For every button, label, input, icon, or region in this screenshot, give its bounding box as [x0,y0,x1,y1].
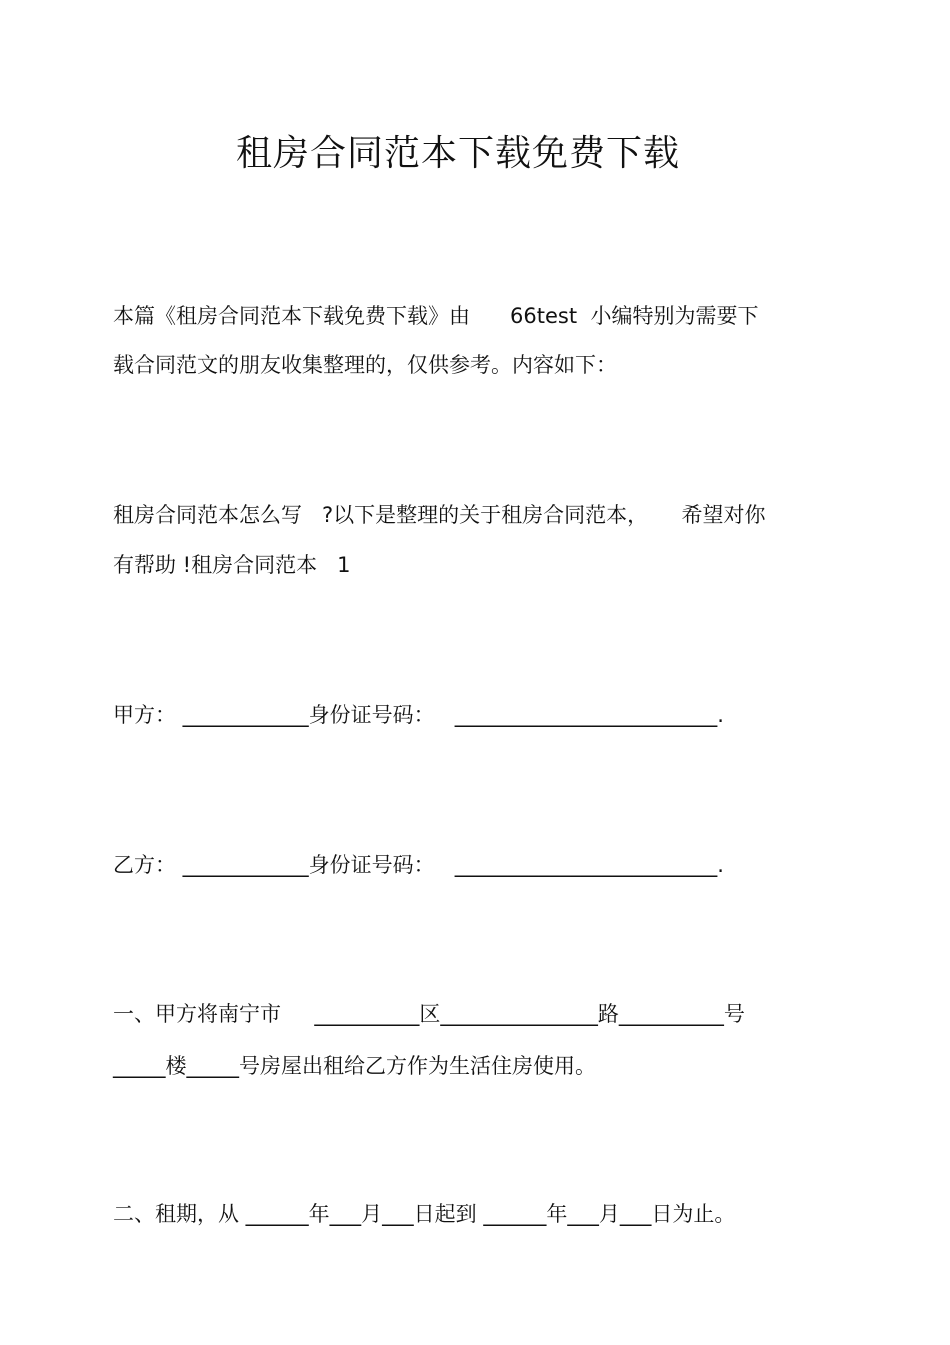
clause-one-line-2: _____楼_____号房屋出租给乙方作为生活住房使用。 [113,1054,596,1078]
paragraph-line-1: 租房合同范本怎么写 ?以下是整理的关于租房合同范本， 希望对你 [113,503,766,527]
party-b-line: 乙方： ____________身份证号码： _________________________. [113,853,724,877]
paragraph-line-2: 有帮助 !租房合同范本 1 [113,553,351,577]
clause-one-line-1: 一、甲方将南宁市 __________区_______________路__________号 [113,1002,745,1026]
document-title: 租房合同范本下载免费下载 [235,133,680,174]
clause-two-line: 二、租期，从 ______年___月___日起到 ______年___月___日为止。 [113,1202,736,1226]
party-a-line: 甲方： ____________身份证号码： _________________________. [113,703,724,727]
intro-line-2: 载合同范文的朋友收集整理的，仅供参考。内容如下： [113,353,617,377]
intro-line-1: 本篇《租房合同范本下载免费下载》由 66test 小编特别为需要下 [113,304,759,328]
